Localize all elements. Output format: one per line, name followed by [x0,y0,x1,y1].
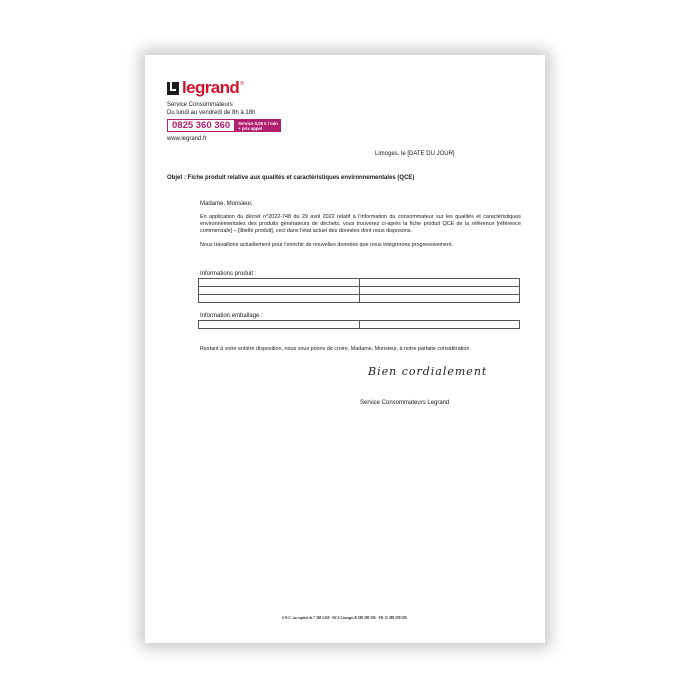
closing-paragraph: Restant à votre entière disposition, nous vous prions de croire, Madame, Monsieur, à notre parfaite considération. [200,346,471,352]
table-cell[interactable] [199,287,360,295]
phone-box [167,119,281,132]
table-row [199,321,520,329]
subject-line: Objet : Fiche produit relative aux qualités et caractéristiques environnementales (QCE) [167,175,415,181]
handwritten-signature: Bien cordialement [368,365,488,378]
product-info-label: Informations produit : [200,271,257,277]
table-row [199,295,520,303]
product-info-table [198,278,520,303]
legrand-logo-icon [167,82,179,95]
brand-name: legrand [182,78,240,97]
place-date: Limoges, le [DATE DU JOUR] [375,151,455,157]
phone-tariff [235,119,281,132]
body-paragraph-1: En application du décret n°2022-748 du 29 avril 2022 relatif à l'information du consommateur sur les qualités et caractéristiques environnementales des produits générateurs de déchets, vous trouverez ci-après la fiche produit QCE de la référence [référence commerciale] – [libellé produit], ceci dans l'état actuel des données dont nous disposons. [200,214,521,234]
table-row [199,279,520,287]
legrand-logo [167,80,244,96]
table-cell[interactable] [359,279,520,287]
phone-tariff-line1: Service 0,05 € / min [238,120,278,126]
phone-number: 0825 360 360 [167,119,235,132]
service-hours: Du lundi au vendredi de 8h à 18h [167,110,256,116]
table-row [199,287,520,295]
table-cell[interactable] [359,287,520,295]
service-name: Service Consommateurs [167,102,233,108]
body-paragraph-2: Nous travaillons actuellement pour l'enrichir de nouvelles données que nous intégrerons progressivement. [200,242,454,248]
phone-tariff-line2: + prix appel [238,125,263,131]
table-cell[interactable] [199,279,360,287]
table-cell[interactable] [199,295,360,303]
letter-page [145,55,545,643]
website-link[interactable]: www.legrand.fr [167,136,207,142]
packaging-info-table [198,320,520,329]
table-cell[interactable] [359,295,520,303]
legal-footer: S.N.C. au capital de 7 368 5450 - RCS Limoges B 389 290 586 - FR 15 389 290 586 [282,616,407,620]
packaging-info-label: Information emballage : [200,313,263,319]
signatory: Service Consommateurs Legrand [360,400,450,406]
table-cell[interactable] [359,321,520,329]
salutation: Madame, Monsieur, [200,201,253,207]
registered-mark: ® [240,81,244,87]
table-cell[interactable] [199,321,360,329]
